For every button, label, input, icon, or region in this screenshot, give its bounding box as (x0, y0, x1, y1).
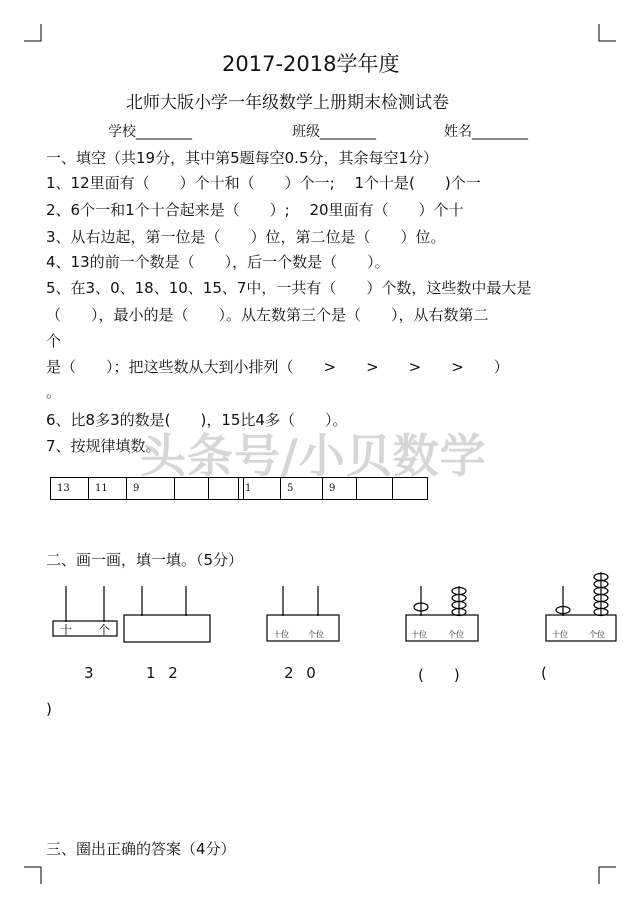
name-field: 姓名________ (444, 124, 528, 140)
sequence-cell: 9 (127, 478, 175, 499)
question-3: 3、从右边起，第一位是（ ）位，第二位是（ ）位。 (46, 228, 446, 246)
ones-place-label: 个位 (308, 630, 324, 639)
sequence-cell: 5 (281, 478, 323, 499)
section2-heading: 二、画一画，填一填。（5分） (46, 551, 244, 569)
section3-heading: 三、圈出正确的答案（4分） (46, 840, 236, 858)
question-2: 2、6个一和1个十合起来是（ ）; 20里面有（ ）个十 (46, 201, 464, 219)
page-title: 2017-2018学年度 (222, 52, 400, 76)
question-6: 6、比8多3的数是( )，15比4多（ ）。 (46, 411, 348, 429)
sequence-cell: 11 (89, 478, 127, 499)
sequence-cell: 9 (323, 478, 357, 499)
question-4: 4、13的前一个数是（ ），后一个数是（ ）。 (46, 253, 390, 271)
question-1: 1、12里面有（ ）个十和（ ）个一; 1个十是( )个一 (46, 174, 481, 192)
ones-place-label: 个位 (589, 630, 605, 639)
question-5-line5: 。 (46, 383, 62, 401)
answer-blank: ( (541, 664, 547, 682)
section1-heading: 一、填空（共19分，其中第5题每空0.5分，其余每空1分） (46, 149, 439, 167)
tens-label: 十 (60, 623, 73, 637)
question-5-line3: 个 (46, 332, 62, 350)
tens-place-label: 十位 (273, 630, 289, 639)
school-field: 学校________ (108, 124, 192, 140)
question-5-line2: （ ），最小的是（ ）。从左数第三个是（ ），从右数第二 (46, 306, 489, 324)
sequence-cell: 13 (51, 478, 89, 499)
frame-number: 2 0 (284, 664, 320, 682)
question-5-line4: 是（ ）；把这些数从大到小排列（ > > > > ） (46, 358, 509, 376)
frame-number: 1 2 (146, 664, 182, 682)
ones-place-label: 个位 (448, 630, 464, 639)
frame-number: 3 (84, 664, 94, 682)
tens-place-label: 十位 (411, 630, 427, 639)
question-7: 7、按规律填数。 (46, 437, 161, 455)
ones-label: 个 (98, 623, 111, 637)
question-5-line1: 5、在3、0、18、10、15、7中，一共有（ ）个数，这些数中最大是 (46, 279, 532, 297)
answer-blank: ( ) (418, 666, 460, 684)
tens-place-label: 十位 (552, 630, 568, 639)
sequence-cell: 1 (239, 478, 281, 499)
page-subtitle: 北师大版小学一年级数学上册期末检测试卷 (126, 93, 449, 113)
class-field: 班级________ (292, 124, 376, 140)
watermark: 头条号/小贝数学 (140, 429, 487, 483)
answer-blank-close: ) (46, 700, 52, 718)
